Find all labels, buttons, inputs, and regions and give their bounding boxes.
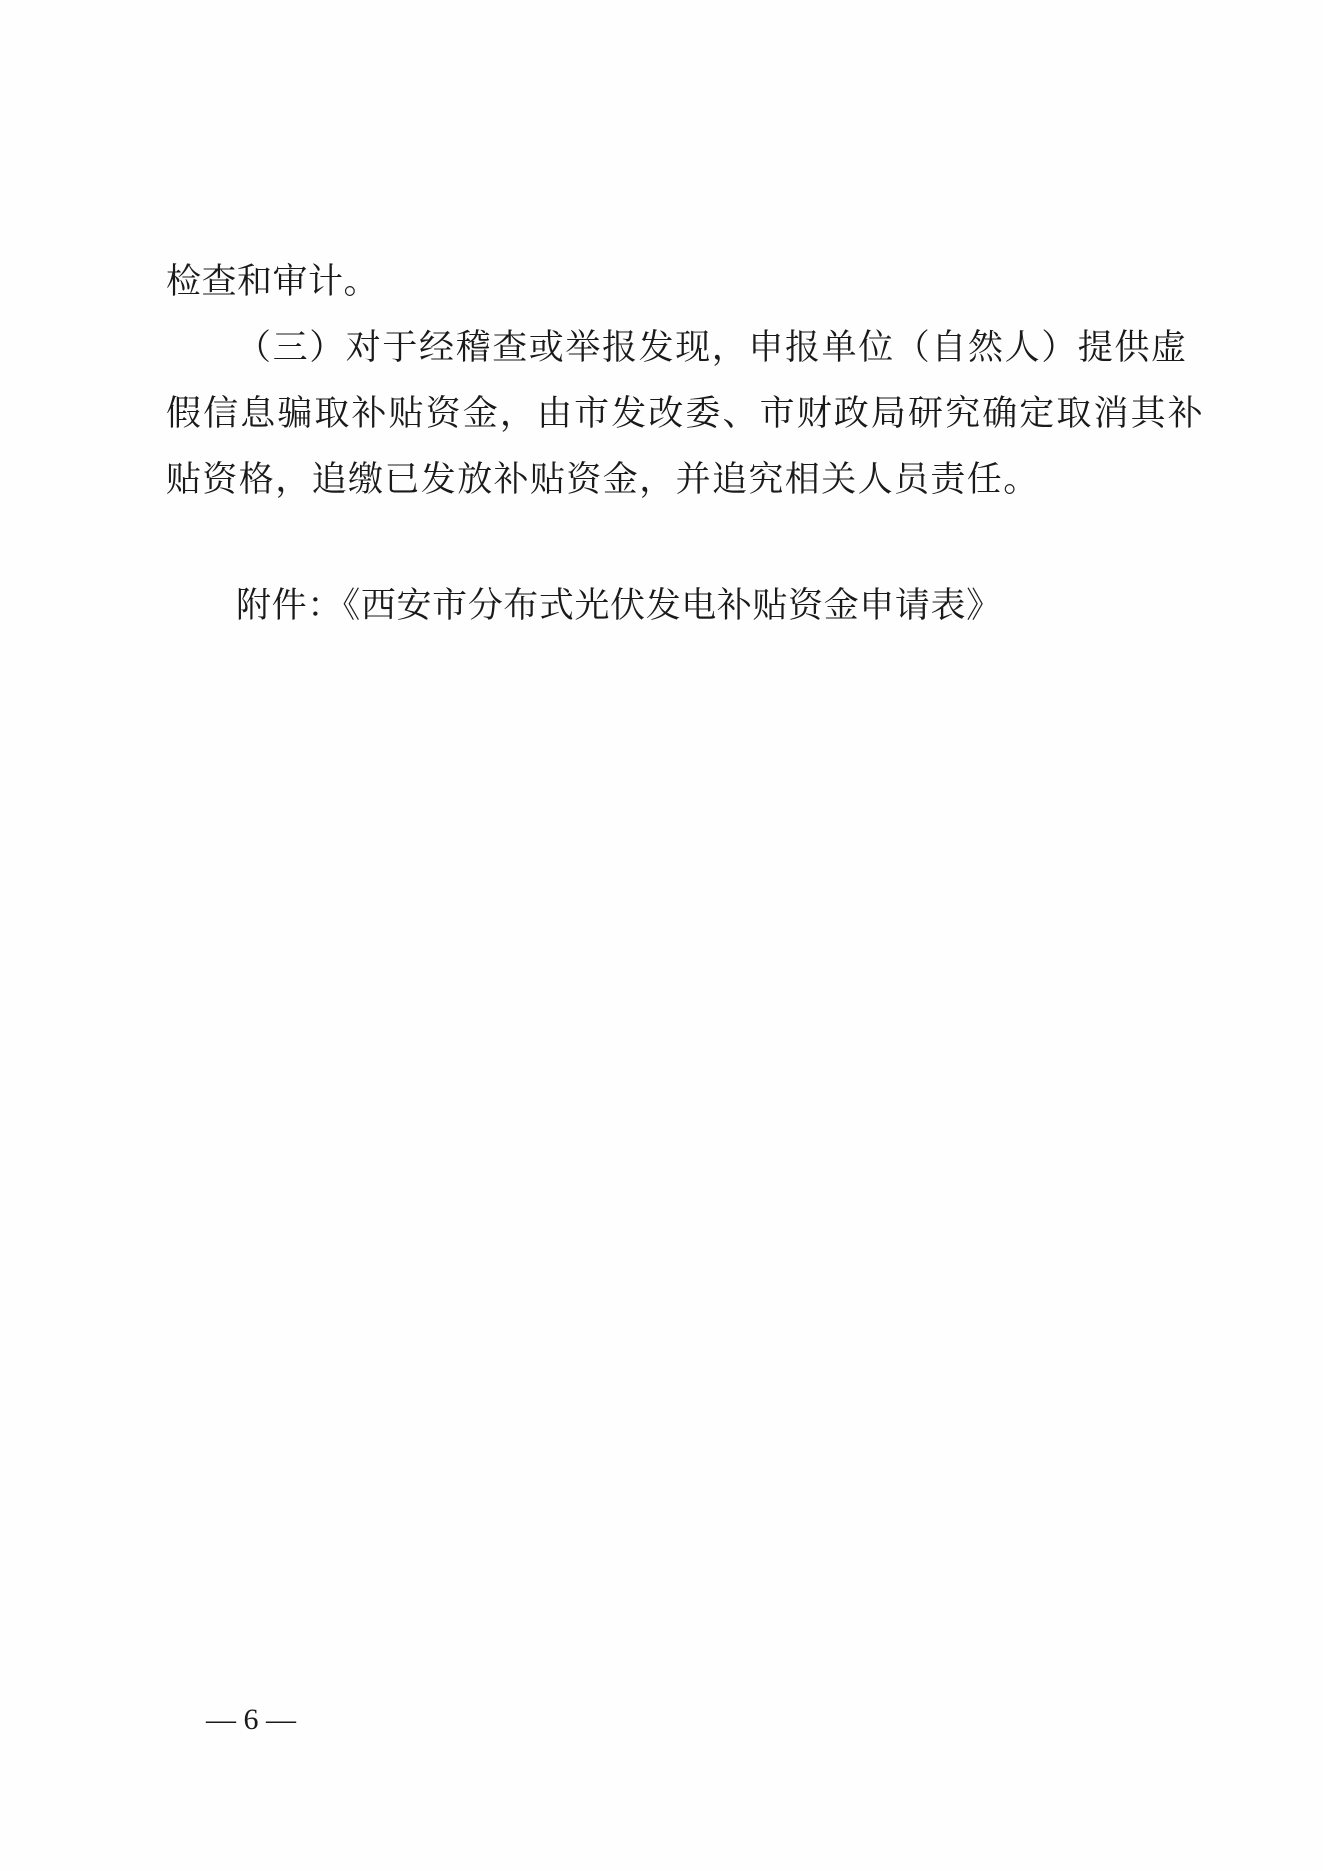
attachment-note: 附件：《西安市分布式光伏发电补贴资金申请表》 bbox=[236, 586, 1002, 626]
body-text-line: 贴资格，追缴已发放补贴资金，并追究相关人员责任。 bbox=[166, 460, 1040, 500]
body-text-line: 假信息骗取补贴资金，由市发改委、市财政局研究确定取消其补 bbox=[166, 394, 1205, 434]
body-text-line: （三）对于经稽查或举报发现，申报单位（自然人）提供虚 bbox=[236, 328, 1188, 368]
page-number: — 6 — bbox=[206, 1703, 296, 1736]
body-text-line: 检查和审计。 bbox=[166, 262, 380, 302]
